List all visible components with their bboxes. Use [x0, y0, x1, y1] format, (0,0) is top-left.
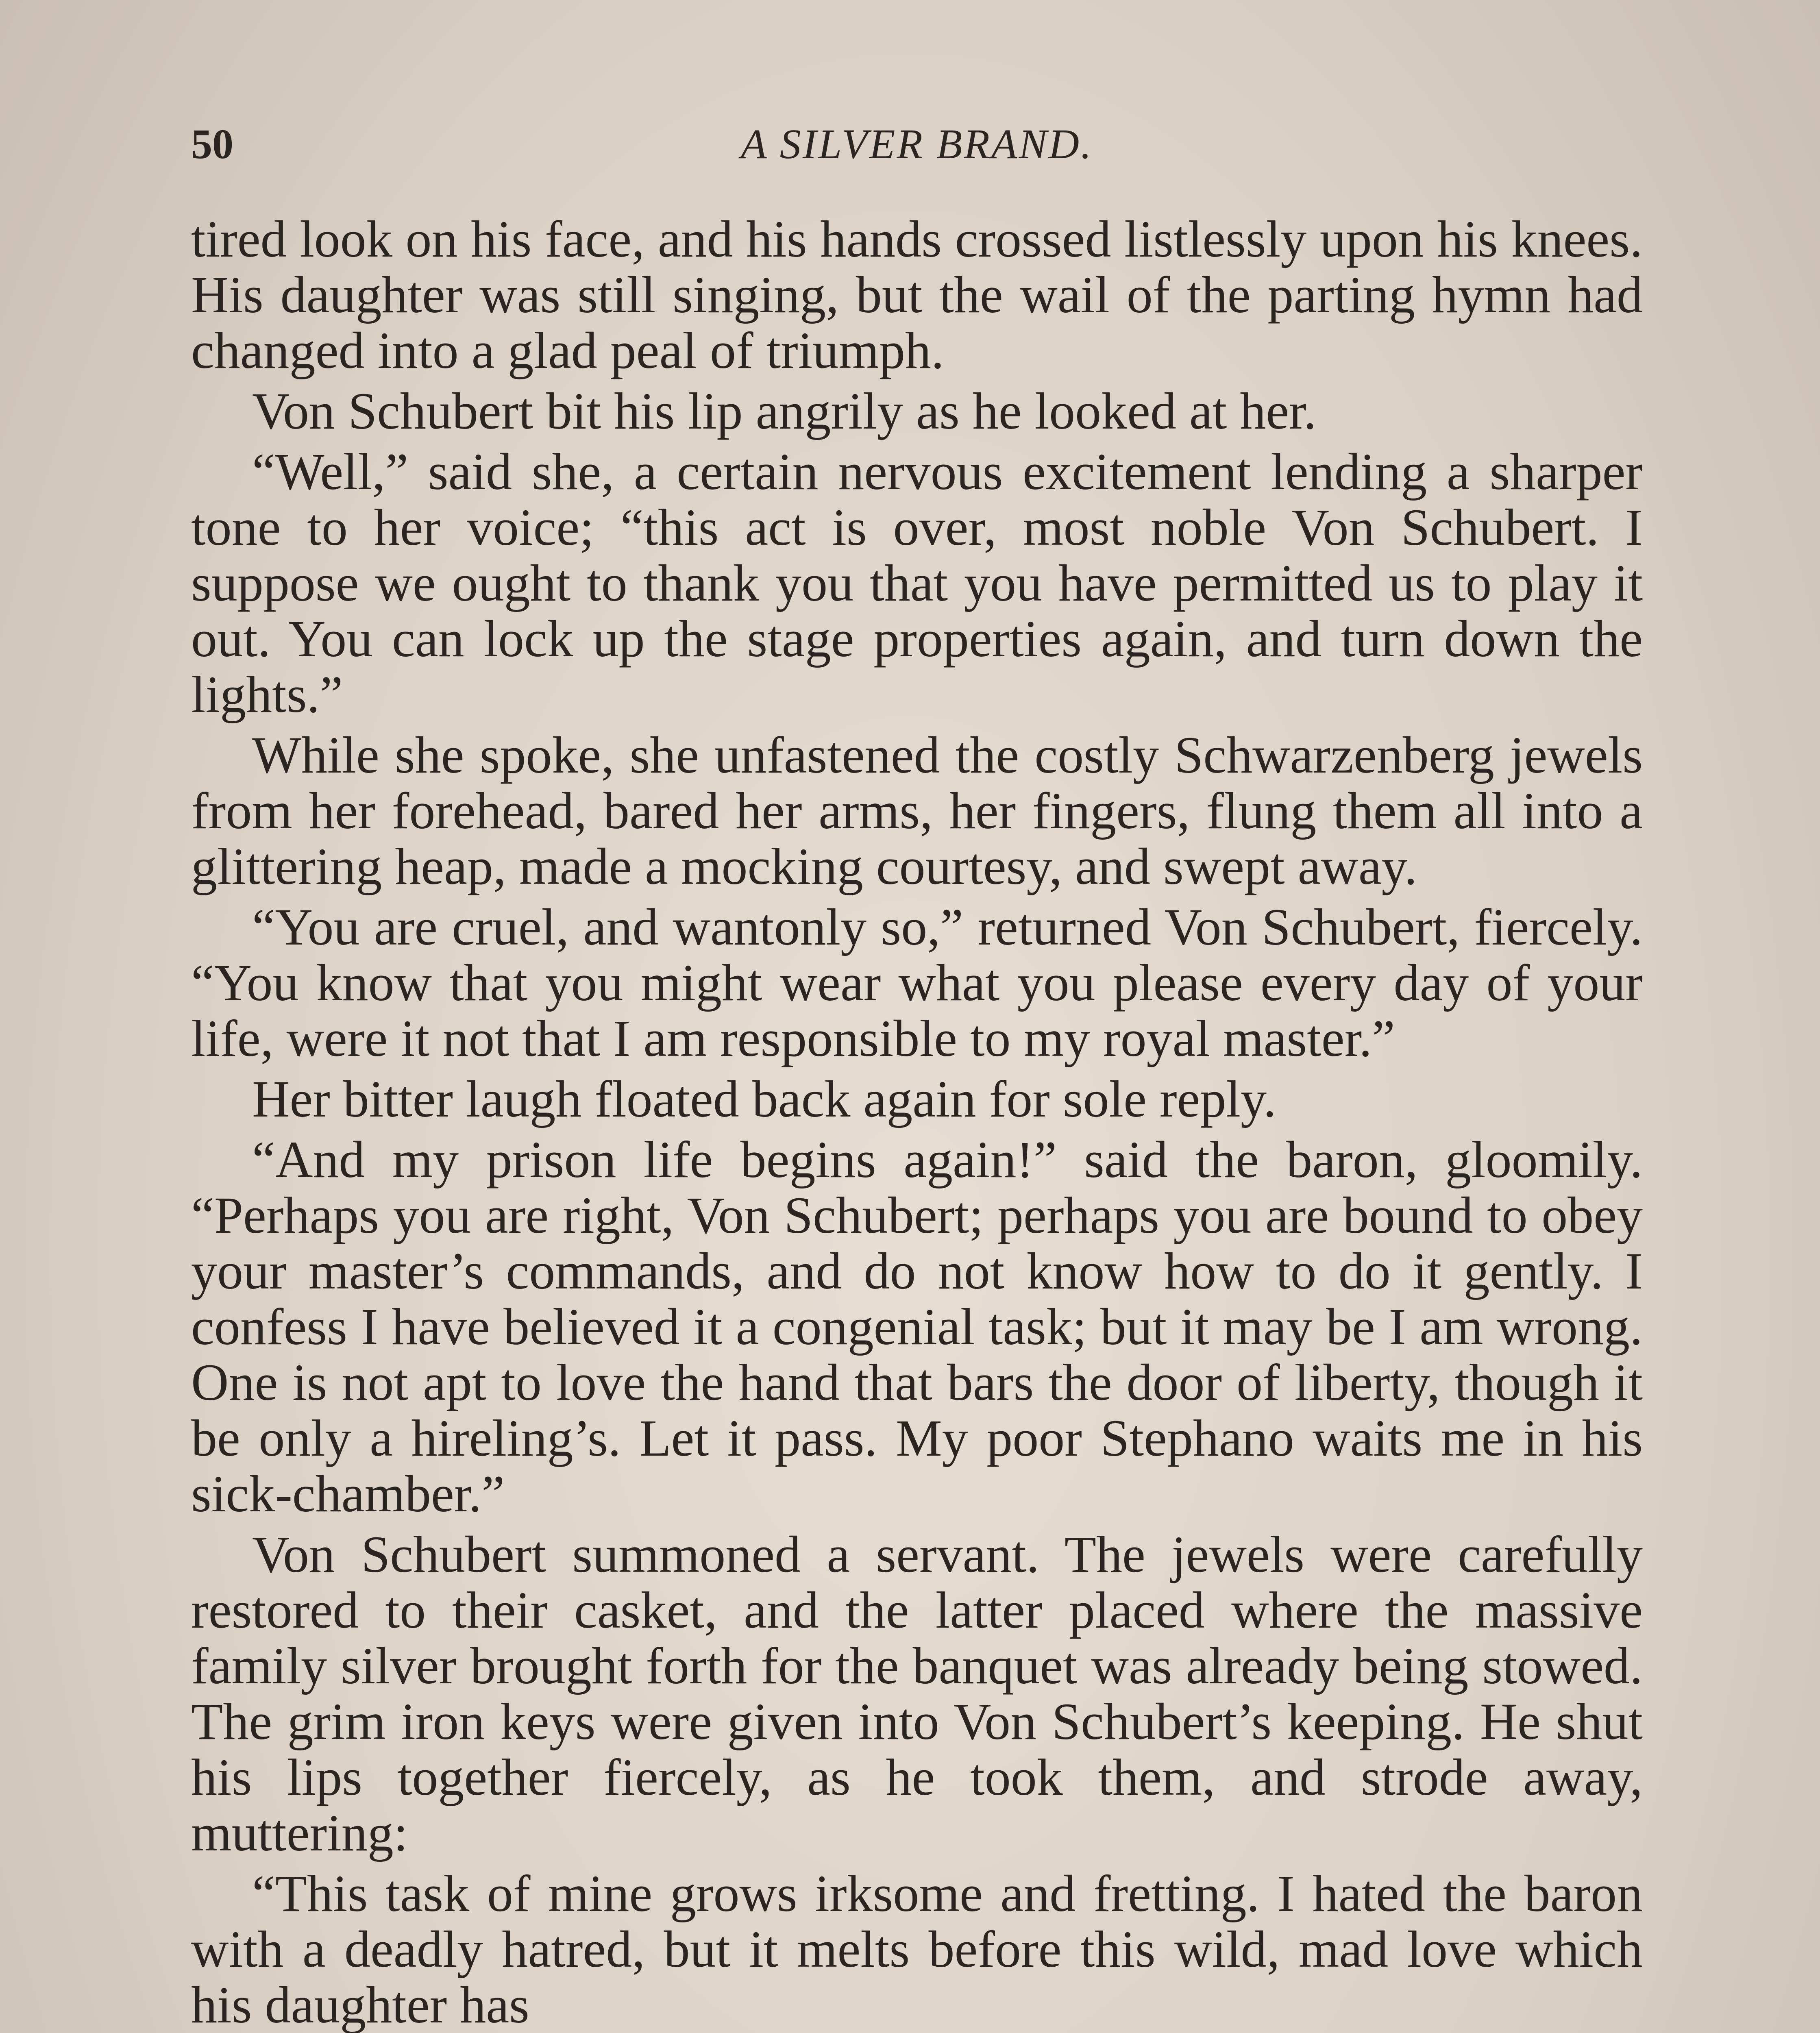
paragraph: Her bitter laugh floated back again for sole reply.	[252, 1070, 1276, 1128]
paragraph: While she spoke, she unfastened the costly Schwarzenberg jewels from her forehead, bared her arms, her fingers, flung them all into a glittering heap, made a mocking courtesy, and swept away.	[191, 726, 1643, 895]
paragraph: Von Schubert summoned a servant. The jewels were carefully restored to their casket, and the latter placed where the massive family silver brought forth for the banquet was already being stowed. The grim iron keys were given into Von Schubert’s keeping. He shut his lips together fiercely, as he took them, and strode away, muttering:	[191, 1526, 1643, 1862]
paragraph: “Well,” said she, a certain nervous excitement lending a sharper tone to her voice; “this act is over, most noble Von Schubert. I suppose we ought to thank you that you have permitted us to play it out. You can lock up the stage properties again, and turn down the lights.”	[191, 443, 1643, 723]
paragraph: tired look on his face, and his hands crossed listlessly upon his knees. His daughter was still singing, but the wail of the parting hymn had changed into a glad peal of triumph.	[191, 210, 1643, 379]
running-title: A SILVER BRAND.	[741, 121, 1093, 168]
paragraph: Von Schubert bit his lip angrily as he looked at her.	[252, 382, 1317, 440]
body-text	[191, 211, 1643, 2033]
paragraph: “This task of mine grows irksome and fretting. I hated the baron with a deadly hatred, but it melts before this wild, mad love which his daughter has	[191, 1865, 1643, 2033]
page-number: 50	[191, 121, 233, 168]
paragraph: “And my prison life begins again!” said the baron, gloomily. “Perhaps you are right, Von Schubert; perhaps you are bound to obey your master’s commands, and do not know how to do it gently. I confess I have believed it a congenial task; but it may be I am wrong. One is not apt to love the hand that bars the door of liberty, though it be only a hireling’s. Let it pass. My poor Stephano waits me in his sick-chamber.”	[191, 1131, 1643, 1523]
paragraph: “You are cruel, and wantonly so,” returned Von Schubert, fiercely. “You know that you might wear what you please every day of your life, were it not that I am responsible to my royal master.”	[191, 898, 1643, 1067]
running-head	[191, 118, 1643, 171]
